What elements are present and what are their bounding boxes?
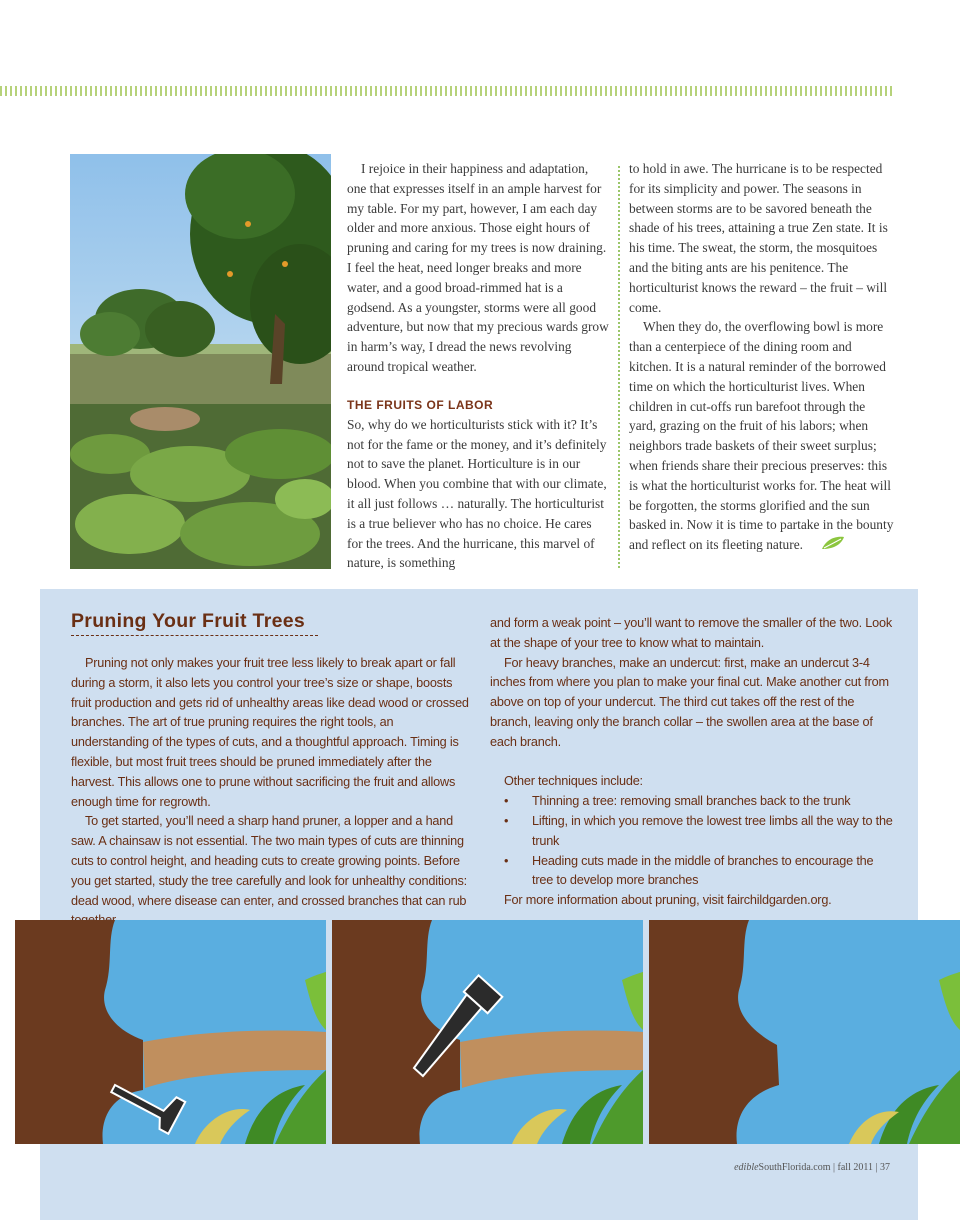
leaf-end-mark-icon xyxy=(807,536,845,556)
list-item-text: Lifting, in which you remove the lowest tree limbs all the way to the trunk xyxy=(532,813,893,848)
list-item xyxy=(504,792,895,812)
page-footer xyxy=(734,1162,890,1173)
footer-separator: | xyxy=(875,1162,878,1173)
article-paragraph-text: When they do, the overflowing bowl is more than a centerpiece of the dining room and kitchen. It is a natural reminder of the borrowed time on which the horticulturist lives. When children in cut-offs run barefoot through the yard, grazing on the fruit of his labors; when neighbors trade baskets of their sweet surplus; when friends share their precious preserves: this is what the horticulturist works for. The heat will be forgotten, the storms glorified and the sun basked in. Now it is time to partake in the bounty and reflect on its fleeting nature. xyxy=(629,319,894,553)
decorative-stripe xyxy=(0,86,893,96)
sidebar-paragraph: Pruning not only makes your fruit tree less likely to break apart or fall during a storm, it also lets you control your tree’s size or shape, boosts fruit production and gets rid of unhealthy areas like dead wood or crossed branches. The art of true pruning requires the right tools, an understanding of the types of cuts, and a thoughtful approach. Timing is flexible, but most fruit trees should be pruned immediately after the harvest. This allows one to prune without sacrificing the fruit and allows enough time for regrowth. xyxy=(71,656,469,809)
article-paragraph: to hold in awe. The hurricane is to be respected for its simplicity and power. The seasons in between storms are to be savored beneath the shade of his trees, attaining a true Zen state. It is his time. The sweat, the storm, the mosquitoes and the biting ants are his penitence. The horticulturist knows the reward – the fruit – will come. xyxy=(629,161,888,315)
article-column-1 xyxy=(347,159,609,573)
final-cut-illustration xyxy=(649,920,960,1144)
brand-italic: edible xyxy=(734,1162,759,1173)
issue-label: fall 2011 xyxy=(837,1162,873,1173)
sidebar-title: Pruning Your Fruit Trees xyxy=(71,610,306,632)
footer-separator: | xyxy=(833,1162,836,1173)
bullet: • xyxy=(504,794,509,809)
overcut-illustration xyxy=(332,920,643,1144)
list-item-text: Thinning a tree: removing small branches back to the trunk xyxy=(532,794,851,809)
sidebar-paragraph: For heavy branches, make an undercut: first, make an undercut 3-4 inches from where you plan to make your final cut. Make another cut from above on top of your undercut. The third cut takes off the rest of the branch, leaving only the branch collar – the swollen area at the base of each branch. xyxy=(490,655,889,749)
list-item-text: Heading cuts made in the middle of branches to encourage the tree to develop more branches xyxy=(532,853,874,888)
more-info: For more information about pruning, visit fairchildgarden.org. xyxy=(504,893,832,908)
sidebar-paragraph: and form a weak point – you’ll want to remove the smaller of the two. Look at the shape of your tree to know what to maintain. xyxy=(490,616,892,650)
article-paragraph: So, why do we horticulturists stick with it? It’s not for the fame or the money, and it’s definitely not to save the planet. Horticulture is in our blood. When you combine that with our climate, it all just follows … naturally. The horticulturist is a true believer who has no choice. He cares for the trees. And the hurricane, this marvel of nature, is something xyxy=(347,416,607,571)
page-number: 37 xyxy=(880,1162,890,1173)
fruit-tree-photo xyxy=(70,154,331,569)
article-paragraph: I rejoice in their happiness and adaptation, one that expresses itself in an ample harvest for my table. For my part, however, I am each day older and more anxious. Those eight hours of pruning and caring for my trees is now draining. I feel the heat, need longer breaks and more water, and a good broad-rimmed hat is a godsend. As a youngster, storms were all good adventure, but now that my precious wards grow in harm’s way, I dread the news revolving around tropical weather. xyxy=(347,161,609,374)
article-paragraph xyxy=(629,317,894,556)
techniques-list xyxy=(490,792,895,891)
list-item xyxy=(504,852,895,892)
undercut-illustration xyxy=(15,920,326,1144)
sidebar-column-right xyxy=(490,614,895,911)
article-column-2 xyxy=(629,159,894,556)
bullet: • xyxy=(504,853,509,868)
bullet: • xyxy=(504,813,509,828)
techniques-intro: Other techniques include: xyxy=(504,774,643,789)
list-item xyxy=(504,812,895,852)
column-divider xyxy=(618,166,620,568)
sidebar-column-left xyxy=(71,654,471,931)
brand-name: SouthFlorida.com xyxy=(758,1162,831,1173)
title-underline xyxy=(71,635,318,636)
sidebar-paragraph: To get started, you’ll need a sharp hand pruner, a lopper and a hand saw. A chainsaw is not essential. The two main types of cuts are thinning cuts to control height, and heading cuts to create growing points. Before you get started, study the tree carefully and look for unhealthy conditions: dead wood, where disease can enter, and crossed branches that can rub xyxy=(71,814,467,908)
section-subheading: THE FRUITS OF LABOR xyxy=(347,397,494,412)
